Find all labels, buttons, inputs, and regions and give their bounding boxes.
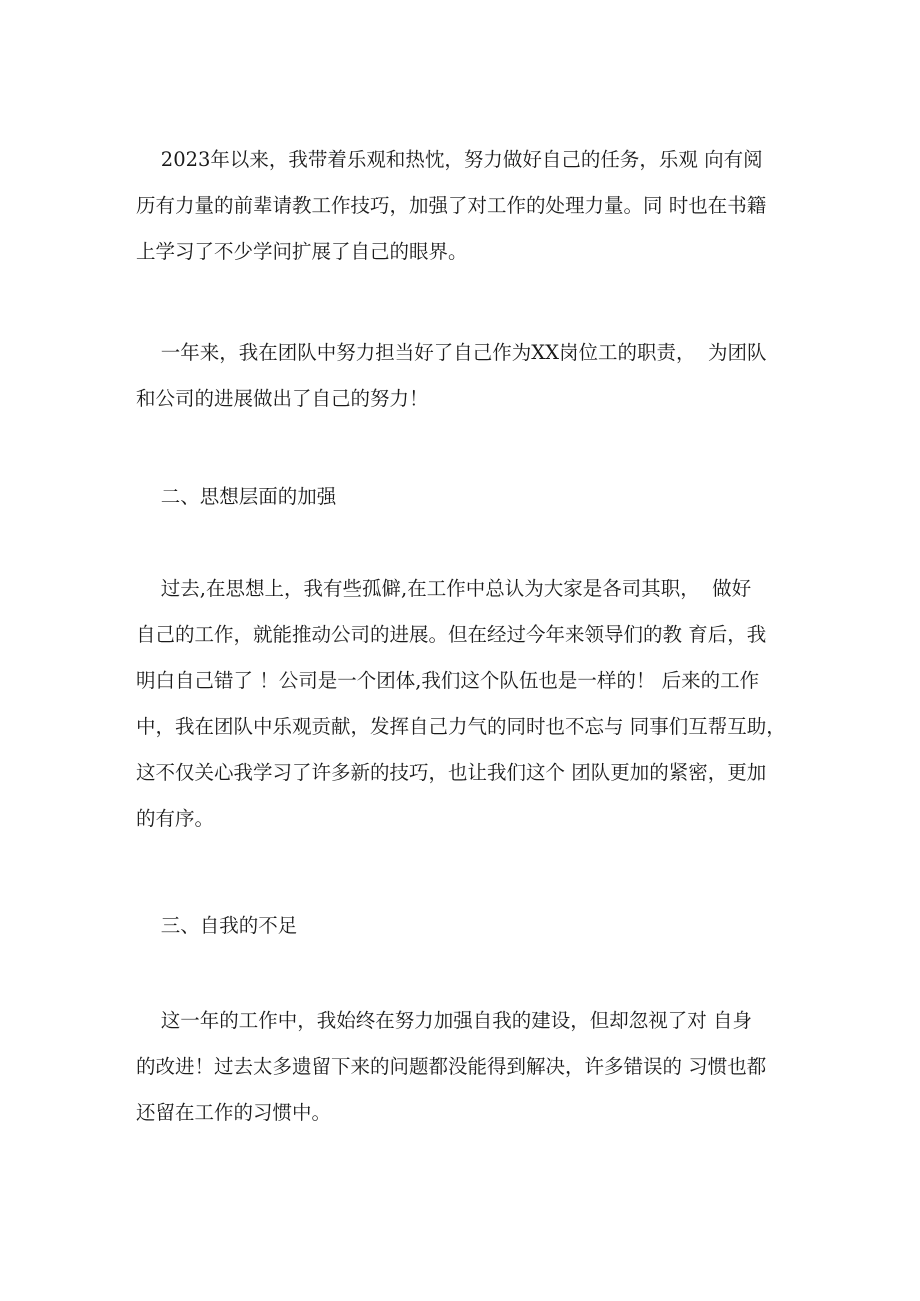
section-heading-thinking <box>136 474 800 520</box>
paragraph-line: 这一年的工作中，我始终在努力加强自我的建设，但却忽视了对 自身 <box>136 1009 752 1032</box>
paragraph-line: 的改进！过去太多遗留下来的问题都没能得到解决，许多错误的 习惯也都 <box>136 1055 767 1078</box>
paragraph-line: 明白自己错了 ！公司是一个团体,我们这个队伍也是一样的！ 后来的工作 <box>136 669 760 692</box>
paragraph-line: 的有序。 <box>136 807 215 830</box>
paragraph-line: 历有力量的前辈请教工作技巧，加强了对工作的处理力量。同 时也在书籍 <box>136 194 767 217</box>
section-heading: 三、自我的不足 <box>136 914 298 937</box>
paragraph-line: 这不仅关心我学习了许多新的技巧，也让我们这个 团队更加的紧密，更加 <box>136 761 767 784</box>
paragraph-line: 中，我在团队中乐观贡献，发挥自己力气的同时也不忘与 同事们互帮互助， <box>136 715 786 738</box>
paragraph-line: 自己的工作，就能推动公司的进展。但在经过今年来领导们的教 育后，我 <box>136 623 767 646</box>
paragraph-line: 过去,在思想上，我有些孤僻,在工作中总认为大家是各司其职， 做好 <box>136 577 752 600</box>
paragraph-line: 2023年以来，我带着乐观和热忱，努力做好自己的任务，乐观 向有阅 <box>136 148 763 171</box>
paragraph-line: 和公司的进展做出了自己的努力！ <box>136 387 429 410</box>
paragraph-line: 上学习了不少学问扩展了自己的眼界。 <box>136 240 468 263</box>
paragraph-year-summary <box>136 330 800 422</box>
paragraph-line: 还留在工作的习惯中。 <box>136 1101 332 1124</box>
paragraph-shortcomings <box>136 998 800 1136</box>
section-heading-shortcomings <box>136 903 800 949</box>
section-heading: 二、思想层面的加强 <box>136 485 337 508</box>
paragraph-thinking <box>136 566 800 842</box>
paragraph-intro <box>136 137 800 275</box>
paragraph-line: 一年来，我在团队中努力担当好了自己作为XX岗位工的职责， 为团队 <box>136 341 767 364</box>
